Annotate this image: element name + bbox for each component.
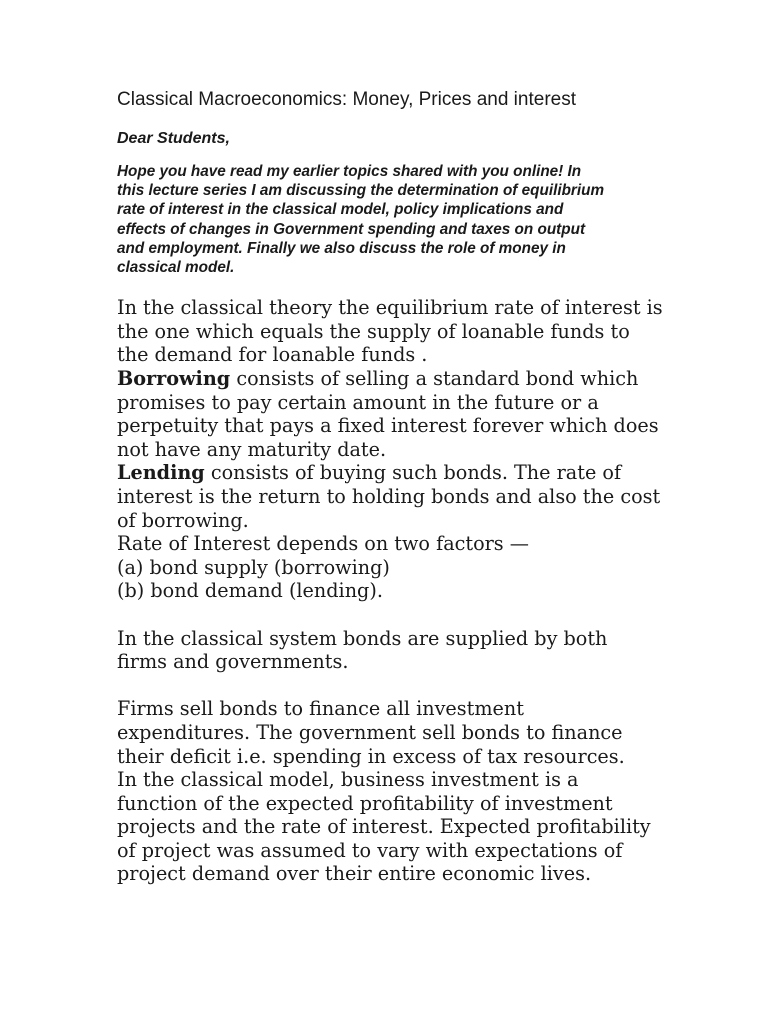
- lending-paragraph: [117, 461, 677, 532]
- paragraph-spacer: [117, 674, 677, 698]
- lending-term: Lending: [117, 461, 205, 485]
- document-title: Classical Macroeconomics: Money, Prices and interest: [117, 89, 576, 110]
- paragraph-spacer: [117, 603, 677, 627]
- investment-paragraph: Firms sell bonds to finance all investment expenditures. The government sell bonds to finance their deficit i.e. spending in excess of tax resources. In the classical model, business investment is a function of the expected profitability of investment projects and the rate of interest. Expected profitability of project was assumed to vary with expectations of project demand over their entire economic lives.: [117, 697, 651, 886]
- factors-paragraph: Rate of Interest depends on two factors — (a) bond supply (borrowing) (b) bond demand (lending).: [117, 532, 529, 603]
- salutation: Dear Students,: [117, 130, 230, 147]
- intro-paragraph: Hope you have read my earlier topics shared with you online! In this lecture series I am discussing the determination of equilibrium rate of interest in the classical model, policy implications and effects of changes in Government spending and taxes on output and employment. Finally we also discuss the role of money in classical model.: [117, 163, 605, 277]
- borrowing-paragraph: [117, 367, 677, 461]
- document-content: [117, 86, 677, 886]
- equilibrium-paragraph: In the classical theory the equilibrium rate of interest is the one which equals the supply of loanable funds to the demand for loanable funds .: [117, 296, 663, 367]
- borrowing-text: consists of selling a standard bond which promises to pay certain amount in the future or a perpetuity that pays a fixed interest forever which does not have any maturity date.: [117, 367, 659, 461]
- bond-suppliers-paragraph: In the classical system bonds are supplied by both firms and governments.: [117, 626, 608, 674]
- lending-text: consists of buying such bonds. The rate of interest is the return to holding bonds and also the cost of borrowing.: [117, 461, 661, 532]
- borrowing-term: Borrowing: [117, 367, 231, 390]
